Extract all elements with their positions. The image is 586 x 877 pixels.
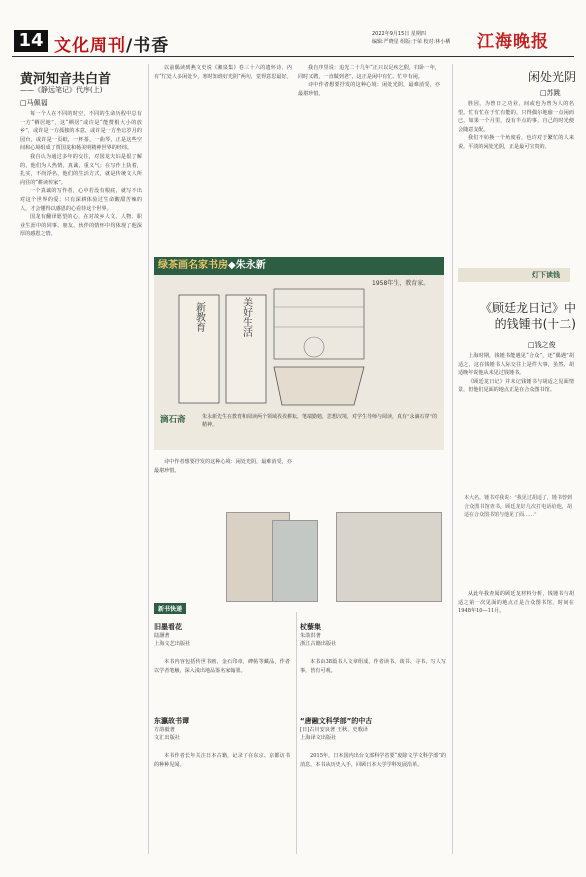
series-author: □钱之俊: [528, 341, 556, 349]
calligraphy-right: 美好生活: [240, 297, 252, 337]
feature-note: 1958年生，教育家。: [372, 280, 430, 287]
article-continuation-right: [298, 64, 440, 250]
paragraph: 诗中作者想要抒发的这种心境：闲处光阴，最难消受，亦最堪珍惜。: [154, 459, 292, 474]
paragraph: 以前偶读到燕文史说《湘泉集》卷三十六的遗怀诗，内有“忙处人多闲处少，寒时知谁好光阴”两句，觉得意思最好。: [154, 65, 292, 80]
column-divider: [452, 64, 453, 854]
section-title-main: 文化周刊: [54, 36, 126, 56]
book-meta: [300, 632, 336, 649]
series-header: [458, 268, 570, 282]
paragraph: 本书内容包括传世书画，金石印章，碑帖等藏品，作者以学者笔触，深入浅出地品鉴名家翰墨。: [154, 659, 290, 674]
article1-body: [20, 110, 142, 855]
feature-banner-name: ◆朱永新: [228, 260, 266, 271]
book-publisher: 浙江古籍出版社: [300, 641, 337, 648]
study-drawing: [174, 287, 384, 407]
paragraph: 本书由38篇书人文章组成，作者读书、谈书、寻书，写人写事，皆有可观。: [300, 659, 446, 674]
series-quote: 本大名，锺书对我说：“我见过胡适了，锺书曾到合众图书馆查书，顾廷龙好几次打电话给他，胡适在合众图书馆与他见了面……”: [464, 495, 572, 519]
series-title: [470, 300, 576, 332]
book-cover-2: [272, 520, 318, 602]
book-author: 朱劭洪著: [300, 633, 321, 639]
book-title: “唐融文科学部”的中古: [300, 717, 373, 725]
column-divider: [148, 64, 149, 854]
paragraph: 我自序里说：追光二十几年“正只以足疾乞假，归卧一年，同时又聘，一直做到老”，这正是闲中有忙、忙中有闲。: [298, 65, 440, 80]
paragraph: 诗中作者想要抒发的这种心境：闲处光阴，最难消受，亦最堪珍惜。: [298, 82, 440, 97]
feature-caption: [154, 407, 444, 450]
new-books-header: 新书快递: [154, 603, 186, 614]
column-divider: [296, 612, 297, 854]
book-meta: [154, 632, 190, 649]
header-rule: [12, 56, 574, 57]
book-publisher: 上海文艺出版社: [154, 641, 191, 648]
article-continuation-left: [154, 64, 292, 250]
page-header: [0, 0, 586, 56]
paragraph: 我们不妨换一个角度看，也许对于繁忙的人来说，平淡的闲处光阴，正是最可宝贵的。: [458, 135, 574, 150]
logo-text: 江海晚报: [477, 32, 549, 52]
book-title: 东瀛故书谭: [154, 717, 189, 725]
book-author: 陆灏著: [154, 633, 170, 639]
study-feature: [154, 257, 444, 450]
paragraph: 从此年我查阅的顾廷龙材料分析，钱锺书与胡适之第一次见面的地点正是合众图书馆，时间在1948年10—11月。: [458, 591, 574, 615]
feature-banner: [154, 257, 444, 275]
series-body: [458, 352, 574, 492]
paragraph: 国龙有翻译愿望的心，在对故乡人文、人物、职业生涯中的同事、朋友、伙伴的情怀中均体现了他深厚的感恩之情。: [20, 214, 142, 238]
book-title: 旧墨看花: [154, 623, 182, 631]
book-desc: [154, 658, 290, 712]
article1-author: □马佩福: [20, 99, 48, 107]
page-number: 14: [14, 30, 48, 52]
series-title-line1: 《顾廷龙日记》中: [479, 301, 576, 315]
paragraph: 2015年，日本国内出台文部科学省要“废除文学文科学部”的消息。本书从历史入手，回顾日本大学学科发展沿革。: [300, 753, 446, 768]
book-author: [日]古川安良著 王秋、史歌译: [300, 727, 368, 733]
paragraph: 我自认为通过多年的交往，对国龙夫妇是很了解的，他们为人热情，真诚，重义气；在写作上执着，扎实，不尚浮名，他们的生活方式，就是传统文人所向往的“耕读传家”。: [20, 153, 142, 186]
article2-body: [458, 100, 574, 258]
feature-banner-title: 绿茶画名家书房: [158, 260, 228, 271]
paragraph: 一个真诚的写作者，心中若没有根底，就写不出对这个世界的爱；只有深耕体验过生命酸甜苦辣的人，才会懂得以感恩的心看待这个世界。: [20, 188, 142, 212]
paragraph: 上海时期，钱锺书能遇见“合众”，还“偶遇”胡适之，这在钱锺书人际交往上是件大事，虽然，胡适晚年说他从未见过钱锺书。: [458, 353, 574, 377]
book-meta: [154, 726, 180, 743]
article1-subtitle: ——《静远笔记》代序(上): [20, 86, 103, 94]
calligraphy-left: 新教育: [193, 302, 205, 332]
article2-title: 闲处光阴: [527, 70, 576, 84]
book-title: 杖藜集: [300, 623, 321, 631]
newspaper-logo: [477, 27, 549, 52]
book-publisher: 文汇出版社: [154, 735, 180, 742]
section-title: [54, 31, 169, 56]
book-desc: [300, 658, 446, 712]
book-desc: [300, 752, 446, 852]
issue-date: 2022年9月15日 星期四: [372, 31, 426, 37]
article2-author: □苏跳: [540, 89, 561, 97]
series-header-label: 灯下读钱: [532, 271, 560, 279]
article1-title: 黄河知音共白首: [20, 72, 112, 87]
paragraph: 每一个人在不同的时空，不同的生命历程中总有一方“栖居地”，这“栖居”或许是“能赞根大小的放乡”，或许是一方孤独的本意，或许是一方坐忘岁月的园台，或许是一页纸，一杯茶，一曲琴，正是这些空间和心境组成了贾国龙和杨美明精神世界的经纬。: [20, 111, 142, 152]
series-title-line2: 的钱锺书(十二): [494, 317, 576, 331]
book-desc: [154, 752, 290, 852]
book-meta: [300, 726, 368, 743]
caption-name: 滴石斋: [160, 415, 186, 425]
book-cover-3: [336, 512, 442, 602]
header-meta: [372, 30, 450, 46]
paragraph: 本书作者长年关注日本古籍，记录了在东京、京都访书的种种见闻。: [154, 753, 290, 768]
caption-text: 朱永新先生在教育和阅读两个领域孜孜耕耘，笔端勤勉，思想汉境，对学生导师与阅读，真有“永滴石穿”的精神。: [202, 414, 438, 428]
paragraph: 胜因，为曾日之功业，间或也为曾为人的名望。忙有忙在于忙有能的，只得偶尔地偷一点闲而已，如果一个月里，没有半点的事，自己的时光便会随意支配。: [458, 101, 574, 133]
series-body-tail: [458, 590, 574, 852]
editor-credits: 编辑:严晓星 组版:于荣 校对:林小栖: [372, 39, 451, 45]
book-publisher: 上海译文出版社: [300, 735, 337, 742]
paragraph: 《顾廷龙日记》并未记钱锺书与胡适之见面情景，但他们见面的地点正是在合众图书馆。: [458, 378, 574, 394]
section-title-sub: /书香: [126, 36, 170, 56]
book-author: 方韵毅著: [154, 727, 175, 733]
